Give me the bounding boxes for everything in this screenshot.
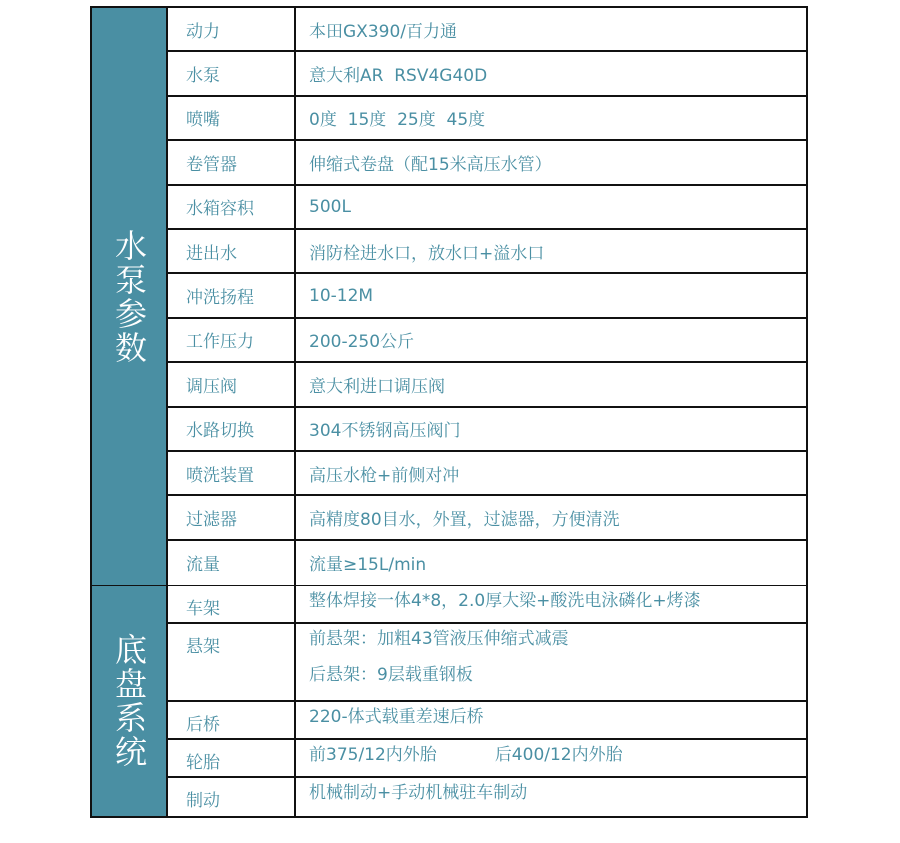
value-line: 整体焊接一体4*8，2.0厚大梁+酸洗电泳磷化+烤漆 <box>309 591 701 612</box>
row-label: 后桥 <box>168 702 296 738</box>
row-label: 制动 <box>168 778 296 816</box>
row-label: 进出水 <box>168 230 296 272</box>
row-value: 200-250公斤 <box>309 332 415 353</box>
value-line: 前悬架：加粗43管液压伸缩式减震 <box>309 629 569 650</box>
table-row <box>168 778 806 816</box>
value-line: 后400/12内外胎 <box>494 745 623 766</box>
table-row <box>168 363 806 407</box>
table-row <box>168 452 806 496</box>
table-row <box>168 702 806 740</box>
row-value: 500L <box>309 196 351 217</box>
row-label: 水路切换 <box>168 408 296 450</box>
row-label: 轮胎 <box>168 740 296 776</box>
table-row <box>168 141 806 185</box>
row-label: 动力 <box>168 8 296 50</box>
row-value: 流量≥15L/min <box>309 555 427 576</box>
section-title: 底盘系统 <box>110 633 148 770</box>
table-row <box>168 408 806 452</box>
value-line: 220-体式载重差速后桥 <box>309 707 484 728</box>
table-row <box>168 624 806 702</box>
table-row <box>168 8 806 52</box>
row-label: 车架 <box>168 586 296 622</box>
row-value <box>296 624 806 700</box>
row-label: 过滤器 <box>168 496 296 538</box>
row-label: 水箱容积 <box>168 186 296 228</box>
section-header-chassis <box>92 586 168 816</box>
row-value <box>296 740 806 776</box>
value-line: 机械制动+手动机械驻车制动 <box>309 783 528 804</box>
row-label: 冲洗扬程 <box>168 274 296 316</box>
row-label: 水泵 <box>168 52 296 94</box>
section-header-pump <box>92 8 168 585</box>
chassis-rows <box>168 586 806 816</box>
row-label: 流量 <box>168 541 296 585</box>
row-value: 伸缩式卷盘（配15米高压水管） <box>309 154 552 175</box>
row-value: 本田GX390/百力通 <box>309 21 457 42</box>
chassis-section <box>90 585 808 818</box>
table-row <box>168 496 806 540</box>
spec-table <box>90 6 808 818</box>
row-value: 304不锈钢高压阀门 <box>309 421 461 442</box>
row-label: 工作压力 <box>168 319 296 361</box>
row-value: 意大利AR RSV4G40D <box>309 66 488 87</box>
value-line: 后悬架：9层载重钢板 <box>309 665 473 686</box>
table-row <box>168 319 806 363</box>
table-row <box>168 97 806 141</box>
row-label: 卷管器 <box>168 141 296 183</box>
table-row <box>168 230 806 274</box>
row-label: 悬架 <box>168 624 296 700</box>
pump-rows <box>168 8 806 585</box>
table-row <box>168 186 806 230</box>
table-row <box>168 586 806 624</box>
row-label: 调压阀 <box>168 363 296 405</box>
row-value <box>296 778 806 816</box>
row-value: 意大利进口调压阀 <box>309 376 445 397</box>
value-line: 前375/12内外胎 <box>309 745 437 766</box>
row-value: 10-12M <box>309 285 374 306</box>
row-value: 0度 15度 25度 45度 <box>309 110 486 131</box>
table-row <box>168 740 806 778</box>
table-row <box>168 52 806 96</box>
row-value <box>296 586 806 622</box>
row-value <box>296 702 806 738</box>
row-label: 喷嘴 <box>168 97 296 139</box>
section-title: 水泵参数 <box>110 228 148 365</box>
table-row <box>168 274 806 318</box>
row-value: 高精度80目水，外置，过滤器，方便清洗 <box>309 509 620 530</box>
table-row <box>168 541 806 585</box>
pump-section <box>90 6 808 585</box>
row-label: 喷洗装置 <box>168 452 296 494</box>
row-value: 消防栓进水口，放水口+溢水口 <box>309 243 545 264</box>
row-value: 高压水枪+前侧对冲 <box>309 465 460 486</box>
